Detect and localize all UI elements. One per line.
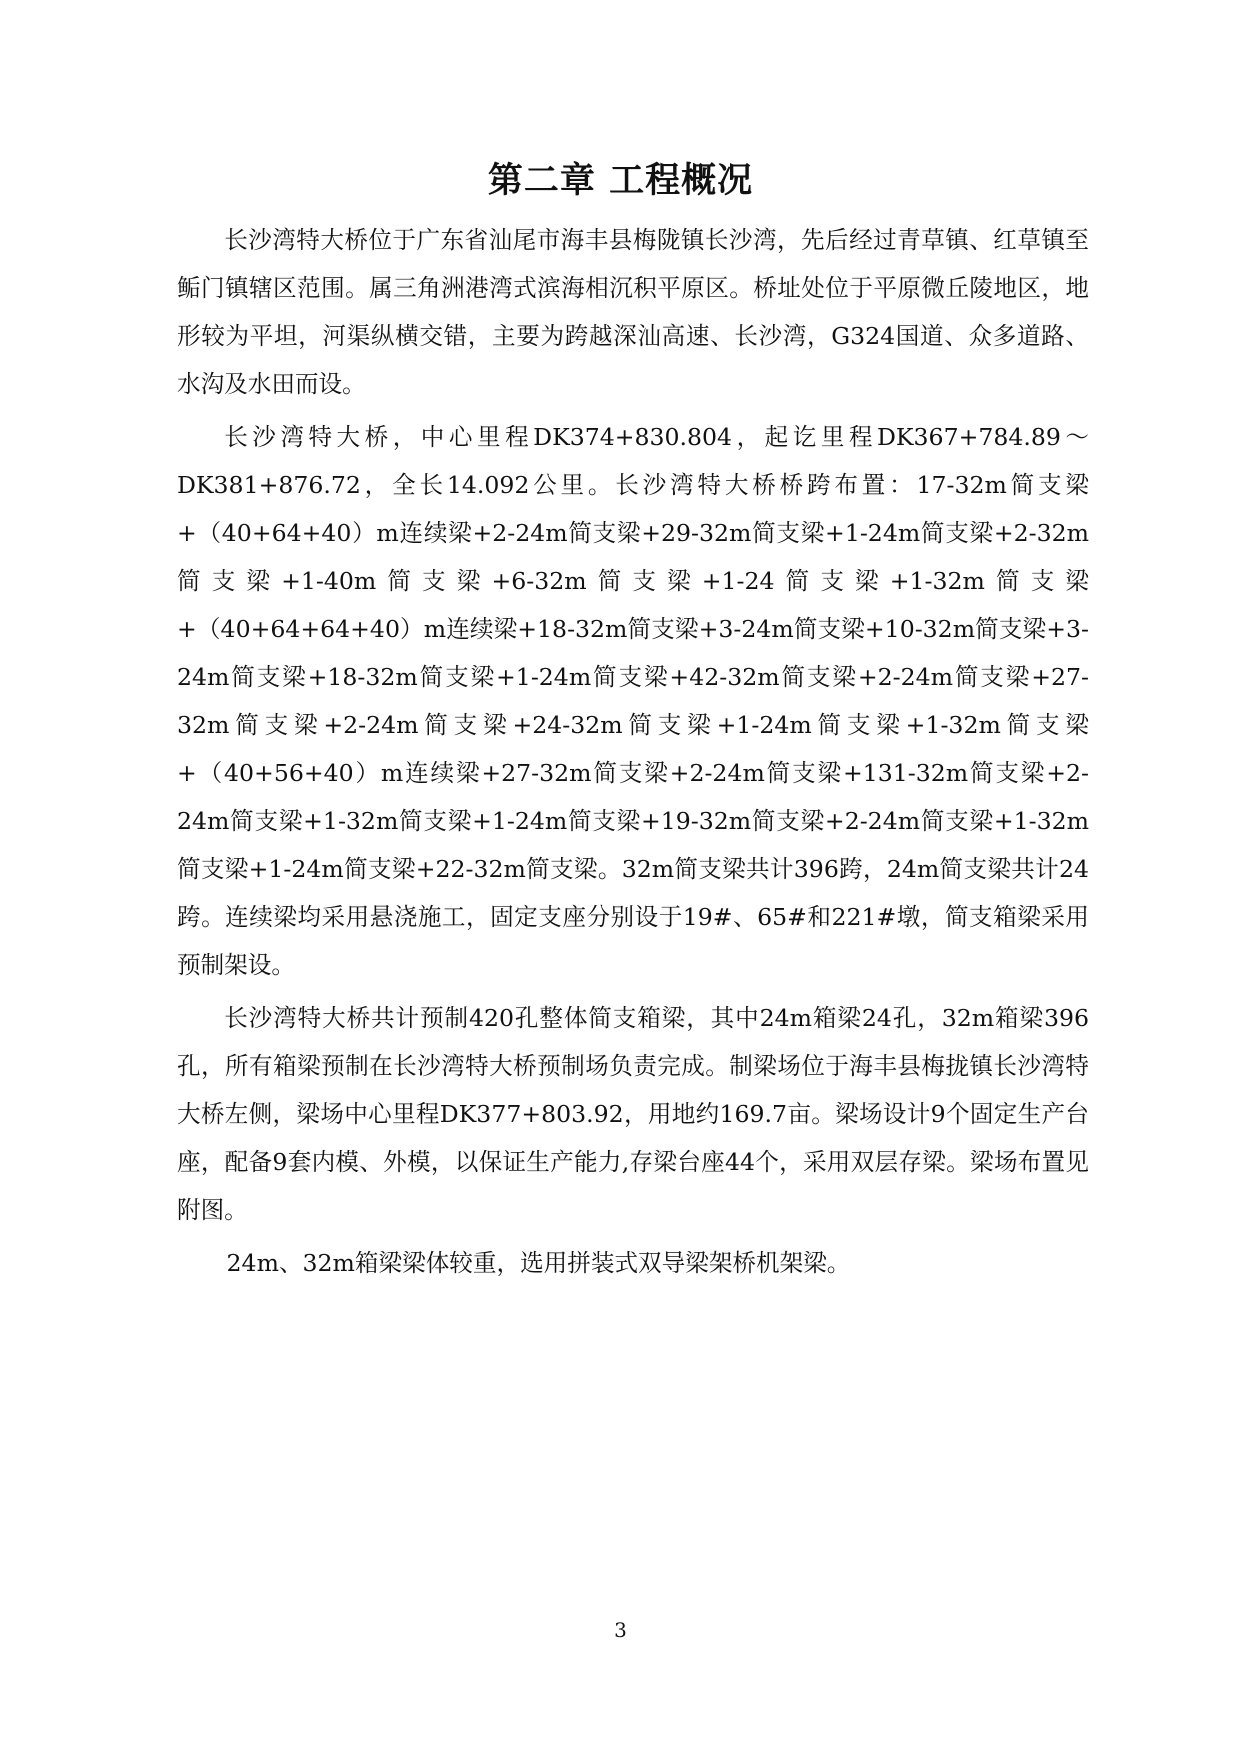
paragraph-location: 长沙湾特大桥位于广东省汕尾市海丰县梅陇镇长沙湾，先后经过青草镇、红草镇至鲘门镇辖区范围。属三角洲港湾式滨海相沉积平原区。桥址处位于平原微丘陵地区，地形较为平坦，河渠纵横交错，主要为跨越深汕高速、长沙湾，G324国道、众多道路、水沟及水田而设。	[177, 226, 1089, 398]
document-body	[177, 216, 1089, 1292]
paragraph-erection: 24m、32m箱梁梁体较重，选用拼装式双导梁架桥机架梁。	[226, 1249, 851, 1277]
paragraph-precast-yard: 长沙湾特大桥共计预制420孔整体简支箱梁，其中24m箱梁24孔，32m箱梁396孔，所有箱梁预制在长沙湾特大桥预制场负责完成。制梁场位于海丰县梅拢镇长沙湾特大桥左侧，梁场中心里程DK377+803.92，用地约169.7亩。梁场设计9个固定生产台座，配备9套内模、外模，以保证生产能力,存梁台座44个，采用双层存梁。梁场布置见附图。	[177, 1004, 1089, 1224]
paragraph-span-layout: 长沙湾特大桥，中心里程DK374+830.804，起讫里程DK367+784.89～DK381+876.72，全长14.092公里。长沙湾特大桥桥跨布置：17-32m简支梁+（40+64+40）m连续梁+2-24m简支梁+29-32m简支梁+1-24m简支梁+2-32m简支梁+1-40m简支梁+6-32m简支梁+1-24简支梁+1-32m简支梁+（40+64+64+40）m连续梁+18-32m简支梁+3-24m简支梁+10-32m简支梁+3-24m简支梁+18-32m简支梁+1-24m简支梁+42-32m简支梁+2-24m简支梁+27-32m简支梁+2-24m简支梁+24-32m简支梁+1-24m简支梁+1-32m简支梁+（40+56+40）m连续梁+27-32m简支梁+2-24m简支梁+131-32m简支梁+2-24m简支梁+1-32m简支梁+1-24m简支梁+19-32m简支梁+2-24m简支梁+1-32m简支梁+1-24m简支梁+22-32m简支梁。32m简支梁共计396跨，24m简支梁共计24跨。连续梁均采用悬浇施工，固定支座分别设于19#、65#和221#墩，简支箱梁采用预制架设。	[177, 423, 1089, 979]
chapter-title: 第二章 工程概况	[487, 160, 754, 201]
page-number: 3	[614, 1618, 627, 1642]
